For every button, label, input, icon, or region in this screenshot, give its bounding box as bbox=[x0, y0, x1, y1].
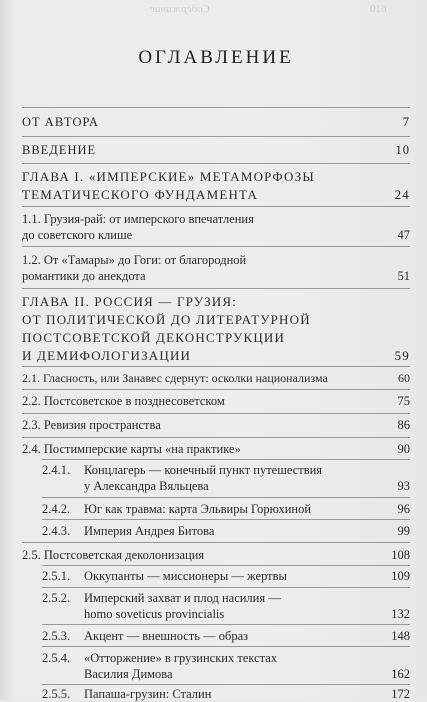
divider bbox=[42, 519, 410, 520]
header-running-title: Содержание bbox=[150, 3, 211, 15]
page-number: 59 bbox=[394, 348, 410, 363]
divider bbox=[22, 246, 410, 247]
divider bbox=[22, 366, 410, 367]
divider bbox=[42, 624, 410, 625]
page-number: 148 bbox=[391, 629, 410, 643]
page-number: 96 bbox=[397, 502, 410, 516]
page-number: 99 bbox=[397, 524, 410, 538]
divider bbox=[22, 413, 410, 414]
page-number: 90 bbox=[397, 442, 410, 456]
page-number: 86 bbox=[397, 418, 410, 432]
page-number: 60 bbox=[398, 371, 410, 385]
divider bbox=[22, 107, 410, 108]
page-number: 24 bbox=[394, 187, 410, 202]
divider bbox=[42, 684, 410, 685]
divider bbox=[22, 389, 410, 390]
divider bbox=[22, 437, 410, 438]
page-number: 108 bbox=[391, 548, 410, 562]
divider bbox=[22, 288, 410, 289]
divider bbox=[22, 136, 410, 137]
page-number: 75 bbox=[397, 394, 410, 408]
page-number: 47 bbox=[397, 228, 410, 242]
header-page-number: 610 bbox=[370, 3, 387, 15]
page-number: 10 bbox=[395, 143, 410, 157]
page-number: 7 bbox=[402, 115, 410, 129]
page-number: 109 bbox=[391, 569, 410, 583]
page-number: 172 bbox=[391, 687, 410, 701]
divider bbox=[22, 206, 410, 207]
divider bbox=[42, 587, 410, 588]
page-number: 93 bbox=[397, 479, 410, 493]
page-number: 132 bbox=[391, 607, 410, 621]
page-number: 51 bbox=[397, 269, 410, 283]
divider bbox=[42, 565, 410, 566]
page-number: 162 bbox=[391, 667, 410, 681]
divider bbox=[42, 646, 410, 647]
toc-title: ОГЛАВЛЕНИЕ bbox=[138, 47, 294, 68]
divider bbox=[42, 497, 410, 498]
table-of-contents: ОГЛАВЛЕНИЕ ОТ АВТОРА 7 ВВЕДЕНИЕ 10 ГЛАВА I. «ИМПЕРСКИЕ» МЕТАМОРФОЗЫ ТЕМАТИЧЕСКОГО ФУНДАМЕНТА 24 1.1. Грузия-рай: от имперского впечатления до советского клише 47 1.2. От «Тамары» до Гоги: от благородной романтики до анекдота 51 ГЛАВА II. РОССИЯ — ГРУЗИЯ: ОТ ПОЛИТИЧЕСКОЙ ДО ЛИТЕРАТУРНОЙ ПОСТСОВЕТСКОЙ ДЕКОНСТРУКЦИИ И ДЕМИФОЛОГИЗАЦИИ 59 2.1. Гласность, или Занавес сдернут: осколки национализма 60 2.2. Постсоветское в позднесоветском 75 2.3. Ревизия пространства 86 2.4. Постимперские карты «на практике» 90 2.4.1. Концлагерь — конечный пункт путешествия у Александра Вяльцева 93 2.4.2. Юг как травма: карта Эльвиры Горюхиной 96 2.4.3. Империя Андрея Битова 99 2.5. Постсоветская деколонизация 108 2.5.1. Оккупанты — миссионеры — жертвы 109 2.5.2. Имперский захват и плод насилия — homo soveticus provincialis 132 2.5.3. Акцент — внешность — образ 148 2.5.4. «Отторжение» в грузинских текстах Василия Димова 162 2.5.5. Папаша-грузин: Сталин 172 bbox=[22, 47, 410, 701]
divider bbox=[22, 542, 410, 543]
divider bbox=[42, 459, 410, 460]
divider bbox=[22, 163, 410, 164]
